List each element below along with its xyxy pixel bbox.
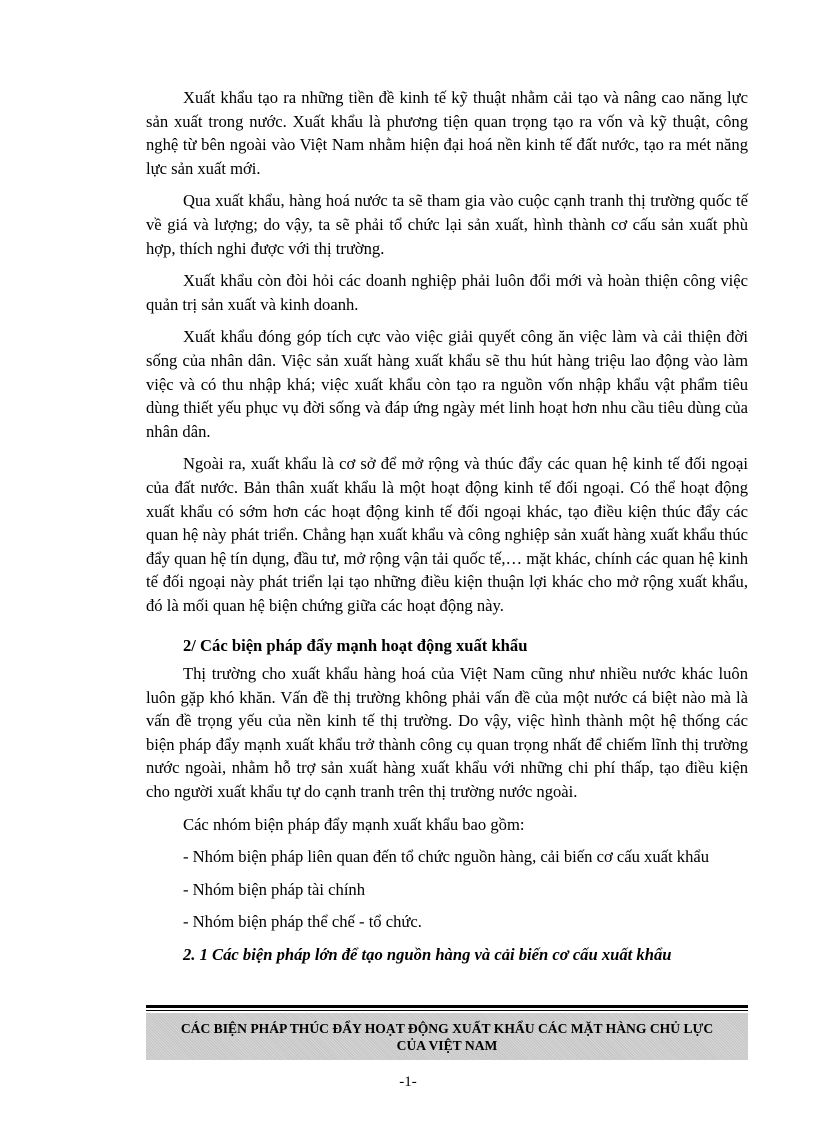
- footer-banner: [146, 1013, 748, 1060]
- footer-divider-thin: [146, 1010, 748, 1011]
- section-heading: 2/ Các biện pháp đẩy mạnh hoạt động xuất khẩu: [183, 636, 528, 656]
- document-body: [146, 86, 748, 976]
- paragraph: Xuất khẩu đóng góp tích cực vào việc giải quyết công ăn việc làm và cải thiện đời sống của nhân dân. Việc sản xuất hàng xuất khẩu sẽ thu hút hàng triệu lao động vào làm việc và có thu nhập khá; việc xuất khẩu còn tạo ra nguồn vốn nhập khẩu vật phẩm tiêu dùng thiết yếu phục vụ đời sống và đáp ứng ngày mét linh hoạt hơn nhu cầu tiêu dùng của nhân dân.: [146, 327, 748, 441]
- paragraph: Các nhóm biện pháp đẩy mạnh xuất khẩu bao gồm:: [183, 814, 525, 834]
- paragraph: Xuất khẩu tạo ra những tiền đề kinh tế kỹ thuật nhằm cải tạo và nâng cao năng lực sản xuất trong nước. Xuất khẩu là phương tiện quan trọng tạo ra vốn và kỹ thuật, công nghệ từ bên ngoài vào Việt Nam nhằm hiện đại hoá nền kinh tế đất nước, tạo ra mét năng lực sản xuất mới.: [146, 88, 748, 178]
- paragraph: Thị trường cho xuất khẩu hàng hoá của Việt Nam cũng như nhiều nước khác luôn luôn gặp khó khăn. Vấn đề thị trường không phải vấn đề của một nước cá biệt nào mà là vấn đề trọng yếu của nền kinh tế thị trường. Do vậy, việc hình thành một hệ thống các biện pháp đẩy mạnh xuất khẩu trở thành công cụ quan trọng nhất để chiếm lĩnh thị trường nước ngoài, nhằm hỗ trợ sản xuất hàng xuất khẩu với những chi phí thấp, tạo điều kiện cho người xuất khẩu tự do cạnh tranh trên thị trường nước ngoài.: [146, 664, 748, 802]
- subsection-heading: 2. 1 Các biện pháp lớn để tạo nguồn hàng và cải biến cơ cấu xuất khẩu: [183, 945, 672, 964]
- paragraph: Ngoài ra, xuất khẩu là cơ sở để mở rộng và thúc đẩy các quan hệ kinh tế đối ngoại của đất nước. Bản thân xuất khẩu là một hoạt động kinh tế đối ngoại. Có thể hoạt động xuất khẩu có sớm hơn các hoạt động kinh tế đối ngoại khác, tạo điều kiện thúc đẩy các quan hệ này phát triển. Chẳng hạn xuất khẩu và công nghiệp sản xuất hàng xuất khẩu thúc đẩy quan hệ tín dụng, đầu tư, mở rộng vận tải quốc tế,… mặt khác, chính các quan hệ kinh tế đối ngoại này phát triển lại tạo những điều kiện thuận lợi khác cho mở rộng xuất khẩu, đó là mối quan hệ biện chứng giữa các hoạt động này.: [146, 454, 748, 615]
- paragraph: Qua xuất khẩu, hàng hoá nước ta sẽ tham gia vào cuộc cạnh tranh thị trường quốc tế về giá và lượng; do vậy, ta sẽ phải tổ chức lại sản xuất, hình thành cơ cấu sản xuất phù hợp, thích nghi được với thị trường.: [146, 191, 748, 258]
- list-item: - Nhóm biện pháp liên quan đến tổ chức nguồn hàng, cải biến cơ cấu xuất khẩu: [183, 847, 710, 867]
- footer-title: CÁC BIỆN PHÁP THÚC ĐẨY HOẠT ĐỘNG XUẤT KHẨU CÁC MẶT HÀNG CHỦ LỰC CỦA VIỆT NAM: [180, 1020, 714, 1053]
- footer-divider: [146, 1005, 748, 1008]
- page-number: -1-: [399, 1074, 417, 1090]
- paragraph: Xuất khẩu còn đòi hỏi các doanh nghiệp phải luôn đổi mới và hoàn thiện công việc quản trị sản xuất và kinh doanh.: [146, 271, 748, 314]
- list-item: - Nhóm biện pháp thể chế - tổ chức.: [183, 912, 422, 932]
- list-item: - Nhóm biện pháp tài chính: [183, 879, 366, 899]
